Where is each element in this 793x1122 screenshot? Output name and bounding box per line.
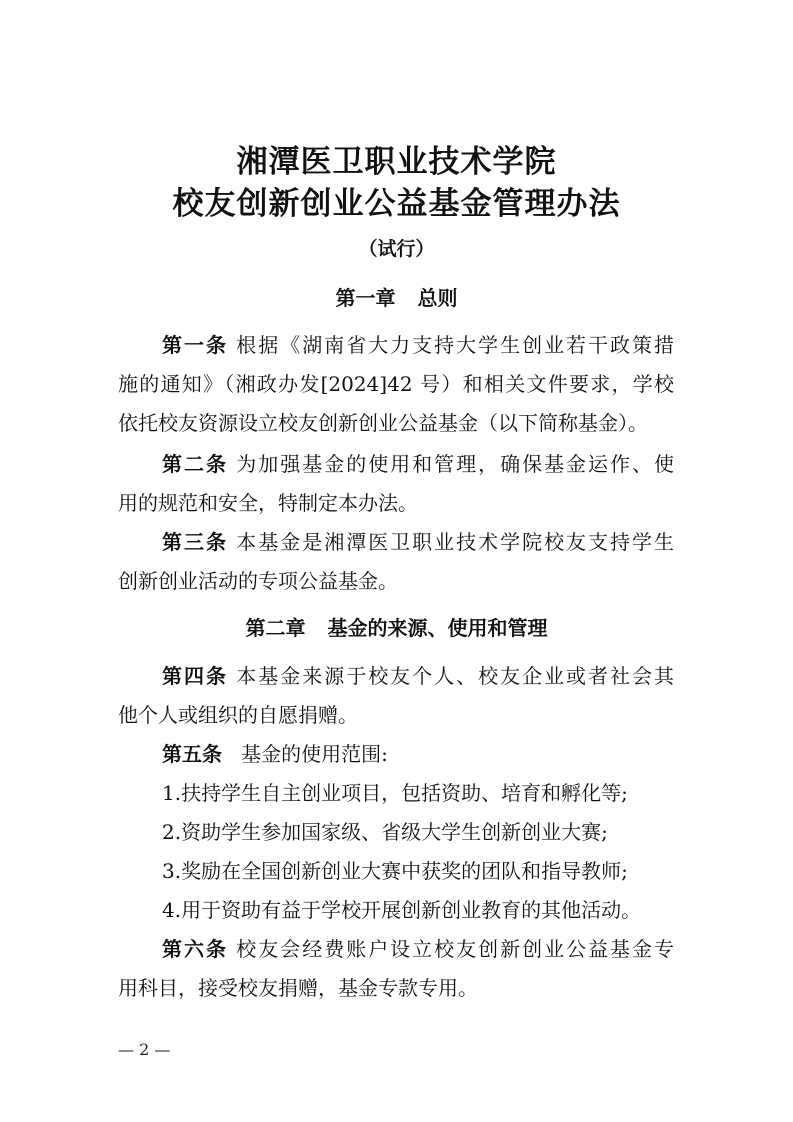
chapter-2-number: 第二章 <box>245 616 306 640</box>
article-6-line-1 <box>162 933 674 962</box>
article-6-label: 第六条 <box>162 937 228 961</box>
article-2-label: 第二条 <box>162 452 228 476</box>
article-6-line-2: 用科目，接受校友捐赠，基金专款专用。 <box>118 976 478 1000</box>
article-3-text-1: 本基金是湘潭医卫职业技术学院校友支持学生 <box>236 530 674 554</box>
article-4-line-1 <box>162 660 674 689</box>
title-line-1: 湘潭医卫职业技术学院 <box>236 144 557 180</box>
article-2-line-1 <box>162 448 674 477</box>
page-number: — 2 — <box>118 1040 171 1059</box>
article-5-item-1: 1.扶持学生自主创业项目，包括资助、培育和孵化等; <box>162 781 628 805</box>
article-2-line-2: 用的规范和安全，特制定本办法。 <box>118 491 418 515</box>
article-4-text-1: 本基金来源于校友个人、校友企业或者社会其 <box>236 664 674 688</box>
chapter-2-name: 基金的来源、使用和管理 <box>327 616 548 640</box>
subtitle: （试行） <box>358 238 435 260</box>
article-5-label: 第五条 <box>162 742 222 766</box>
article-5-item-2: 2.资助学生参加国家级、省级大学生创新创业大赛; <box>162 820 608 844</box>
title-line-2: 校友创新创业公益基金管理办法 <box>172 186 621 222</box>
article-6-text-1: 校友会经费账户设立校友创新创业公益基金专 <box>236 937 674 961</box>
article-3-line-2: 创新创业活动的专项公益基金。 <box>118 569 398 593</box>
article-5-item-4: 4.用于资助有益于学校开展创新创业教育的其他活动。 <box>162 898 642 922</box>
chapter-1-number: 第一章 <box>335 286 396 310</box>
article-1-line-3: 依托校友资源设立校友创新创业公益基金（以下简称基金）。 <box>118 411 648 435</box>
article-3-line-1 <box>162 526 674 555</box>
article-1-label: 第一条 <box>162 333 228 357</box>
chapter-2-heading <box>0 612 793 641</box>
article-1-line-1 <box>162 329 674 358</box>
article-5-line-1 <box>162 738 388 767</box>
article-2-text-1: 为加强基金的使用和管理，确保基金运作、使 <box>236 452 674 476</box>
chapter-1-heading <box>0 282 793 311</box>
article-4-line-2: 他个人或组织的自愿捐赠。 <box>118 703 358 727</box>
article-4-label: 第四条 <box>162 664 228 688</box>
article-3-label: 第三条 <box>162 530 228 554</box>
chapter-1-name: 总则 <box>417 286 458 310</box>
article-5-text-1: 基金的使用范围: <box>241 742 388 766</box>
article-1-line-2: 施的通知》（湘政办发[2024]42 号）和相关文件要求，学校 <box>118 372 674 396</box>
article-1-text-1: 根据《湖南省大力支持大学生创业若干政策措 <box>236 333 674 357</box>
article-5-item-3: 3.奖励在全国创新创业大赛中获奖的团队和指导教师; <box>162 859 628 883</box>
